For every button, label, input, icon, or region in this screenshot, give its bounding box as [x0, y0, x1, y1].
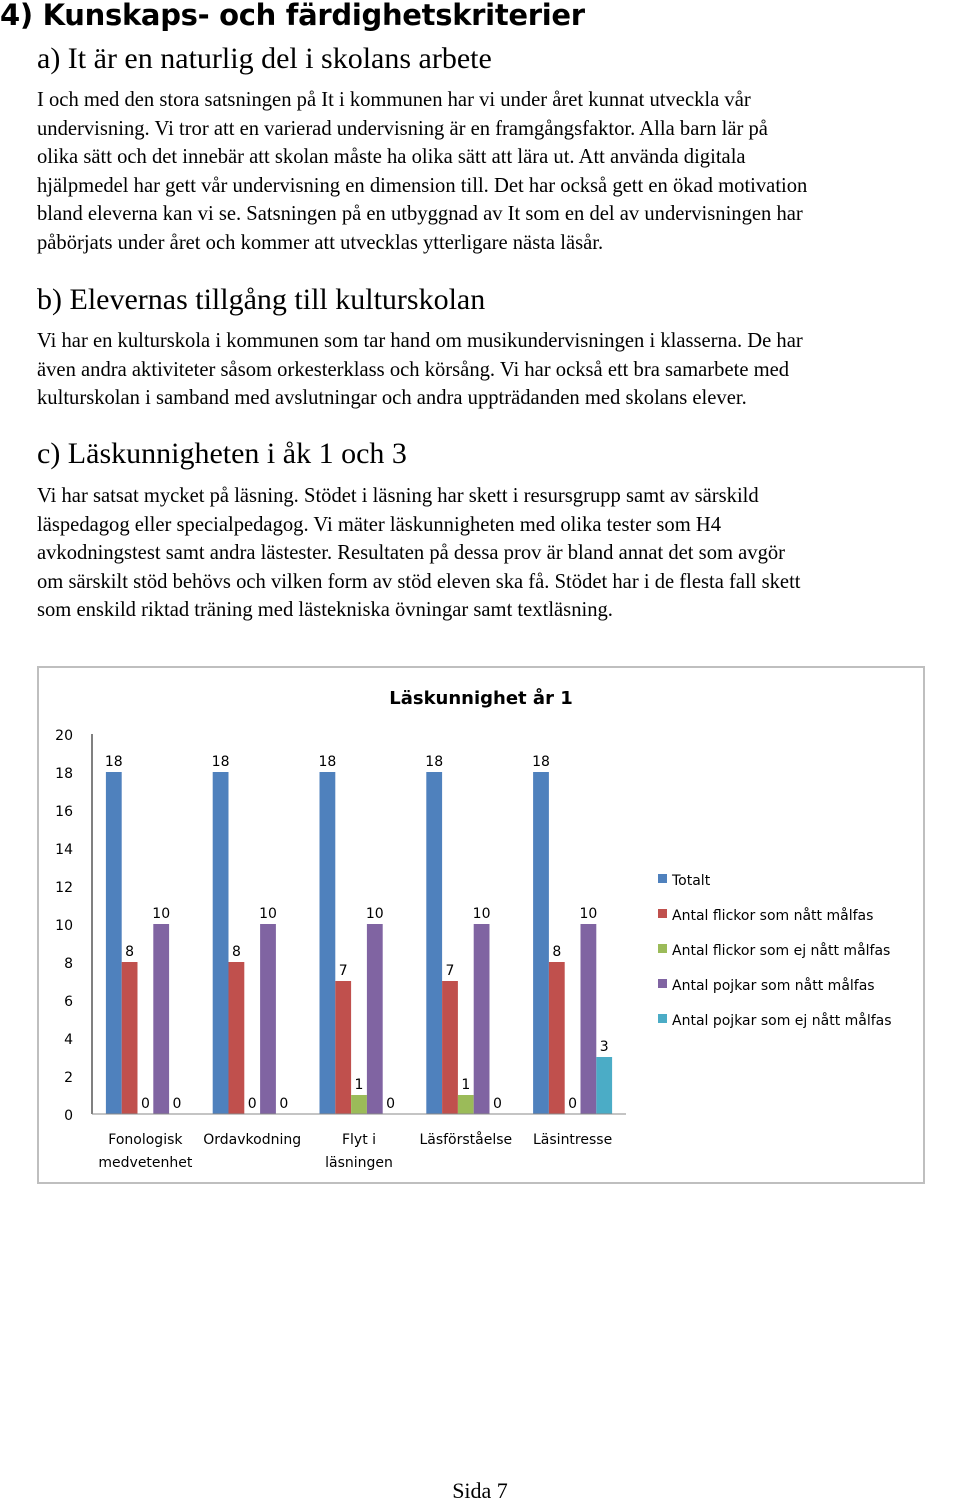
data-label: 8	[231, 944, 241, 960]
bar	[106, 772, 122, 1114]
paragraph-c	[37, 482, 959, 625]
text-line: som enskild riktad träning med lästekniska övningar samt textläsning.	[37, 599, 613, 621]
data-label: 10	[579, 906, 598, 922]
subheading-a: a) It är en naturlig del i skolans arbete	[37, 42, 492, 75]
legend-label: Antal flickor som ej nått målfas	[672, 943, 891, 959]
bar	[153, 924, 169, 1114]
bar	[213, 772, 229, 1114]
bar	[335, 981, 351, 1114]
y-tick-label: 20	[55, 728, 73, 744]
bar	[229, 962, 245, 1114]
text-line: I och med den stora satsningen på It i kommunen har vi under året kunnat utveckla vår	[37, 89, 751, 111]
chart-title: Läskunnighet år 1	[389, 688, 573, 709]
bar	[260, 924, 276, 1114]
legend-swatch	[658, 874, 667, 883]
x-category-label: Ordavkodning	[203, 1132, 302, 1148]
text-line: om särskilt stöd behövs och vilken form av stöd eleven ska få. Stödet har i de flesta fall skett	[37, 570, 801, 593]
x-category-label: medvetenhet	[98, 1155, 193, 1171]
bar	[549, 962, 565, 1114]
data-label: 10	[259, 906, 277, 922]
x-category-label: Flyt i	[341, 1132, 377, 1148]
data-label: 0	[172, 1096, 182, 1112]
data-label: 18	[104, 754, 123, 770]
section-heading: 4) Kunskaps- och färdighetskriterier	[0, 0, 585, 32]
bar	[581, 924, 597, 1114]
legend-swatch	[658, 979, 667, 988]
data-label: 7	[338, 963, 348, 979]
chart-frame	[37, 666, 925, 1184]
data-label: 10	[365, 906, 384, 922]
legend-label: Antal flickor som nått målfas	[672, 908, 874, 924]
text-line: avkodningstest samt andra lästester. Resultaten på dessa prov är bland annat det som avgör	[37, 542, 786, 564]
legend-swatch	[658, 909, 667, 918]
y-tick-label: 8	[64, 956, 73, 972]
text-line: hjälpmedel har gett vår undervisning en dimension till. Det har också gett en ökad motivation	[37, 174, 808, 197]
text-line: läspedagog eller specialpedagog. Vi mäter läskunnigheten med olika tester som H4	[37, 513, 722, 536]
data-label: 18	[211, 754, 230, 770]
y-tick-label: 2	[64, 1070, 73, 1086]
legend-swatch	[658, 944, 667, 953]
text-line: undervisning. Vi tror att en varierad undervisning är en framgångsfaktor. Alla barn lär på	[37, 117, 768, 140]
reading-chart	[39, 668, 923, 1182]
text-line: påbörjats under året och kommer att utvecklas ytterligare nästa läsår.	[37, 231, 604, 254]
y-tick-label: 16	[55, 804, 73, 820]
data-label: 1	[354, 1077, 364, 1093]
data-label: 8	[125, 944, 135, 960]
y-tick-label: 18	[55, 766, 73, 782]
x-category-label: Fonologisk	[108, 1132, 183, 1148]
bar	[533, 772, 549, 1114]
y-tick-label: 4	[64, 1032, 73, 1048]
bar	[367, 924, 383, 1114]
x-category-label: läsningen	[325, 1155, 393, 1171]
text-line: Vi har satsat mycket på läsning. Stödet i läsning har skett i resursgrupp samt av särskild	[37, 485, 759, 507]
data-label: 0	[386, 1096, 396, 1112]
y-tick-label: 0	[64, 1108, 73, 1124]
data-label: 0	[279, 1096, 289, 1112]
bar	[122, 962, 138, 1114]
y-tick-label: 14	[55, 842, 73, 858]
data-label: 7	[445, 963, 455, 979]
bar	[458, 1095, 474, 1114]
subheading-c: c) Läskunnigheten i åk 1 och 3	[37, 437, 407, 470]
paragraph-a	[37, 86, 959, 257]
legend-label: Antal pojkar som nått målfas	[672, 978, 875, 994]
legend-swatch	[658, 1014, 667, 1023]
page-number: Sida 7	[452, 1478, 508, 1503]
x-category-label: Läsintresse	[533, 1132, 613, 1148]
data-label: 10	[472, 906, 491, 922]
data-label: 18	[318, 754, 337, 770]
data-label: 0	[568, 1096, 578, 1112]
y-tick-label: 6	[64, 994, 73, 1010]
data-label: 8	[552, 944, 562, 960]
text-line: även andra aktiviteter såsom orkesterklass och körsång. Vi har också ett bra samarbete med	[37, 358, 790, 381]
text-line: Vi har en kulturskola i kommunen som tar hand om musikundervisningen i klasserna. De har	[37, 330, 803, 352]
data-label: 18	[425, 754, 444, 770]
data-label: 18	[532, 754, 550, 770]
paragraph-b	[37, 327, 959, 413]
bar	[474, 924, 490, 1114]
y-tick-label: 10	[55, 918, 73, 934]
text-line: olika sätt och det innebär att skolan måste ha olika sätt att lära ut. Att använda digitala	[37, 146, 746, 168]
x-category-label: Läsförståelse	[419, 1132, 513, 1148]
data-label: 0	[247, 1096, 257, 1112]
bar	[320, 772, 336, 1114]
bar	[351, 1095, 367, 1114]
bar	[442, 981, 458, 1114]
bar	[596, 1057, 612, 1114]
data-label: 10	[152, 906, 171, 922]
y-tick-label: 12	[55, 880, 73, 896]
data-label: 1	[461, 1077, 471, 1093]
text-line: bland eleverna kan vi se. Satsningen på en utbyggnad av It som en del av undervisningen har	[37, 203, 803, 225]
legend-label: Antal pojkar som ej nått målfas	[672, 1013, 892, 1029]
text-line: kulturskolan i samband med avslutningar och andra uppträdanden med skolans elever.	[37, 387, 747, 409]
subheading-b: b) Elevernas tillgång till kulturskolan	[37, 283, 486, 316]
legend-label: Totalt	[672, 873, 711, 889]
data-label: 0	[492, 1096, 502, 1112]
data-label: 0	[140, 1096, 150, 1112]
bar	[426, 772, 442, 1114]
data-label: 3	[599, 1039, 609, 1055]
